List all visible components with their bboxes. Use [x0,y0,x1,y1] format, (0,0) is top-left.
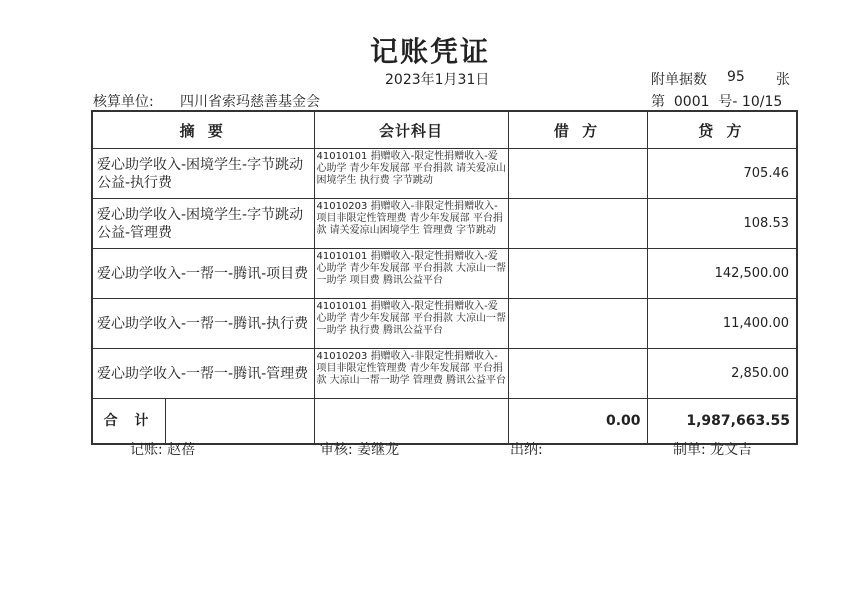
row-credit: 108.53 [647,199,797,249]
row-debit [508,149,647,199]
row-summary: 爱心助学收入-困境学生-字节跳动公益-执行费 [92,149,314,199]
row-subject: 41010101 捐赠收入-限定性捐赠收入-爱心助学 青少年发展部 平台捐款 请关爱凉山困境学生 执行费 字节跳动 [314,149,508,199]
voucher-number: 第 0001 号- 10/15 [651,94,783,110]
preparer-signature: 制单: 龙文吉 [673,442,753,458]
row-subject: 41010203 捐赠收入-非限定性捐赠收入-项目非限定性管理费 青少年发展部 平台捐款 请关爱凉山困境学生 管理费 字节跳动 [314,199,508,249]
row-subject: 41010101 捐赠收入-限定性捐赠收入-爱心助学 青少年发展部 平台捐款 大凉山一帮一助学 项目费 腾讯公益平台 [314,249,508,299]
table-header-row [92,111,797,149]
row-subject: 41010203 捐赠收入-非限定性捐赠收入-项目非限定性管理费 青少年发展部 平台捐款 大凉山一帮一助学 管理费 腾讯公益平台 [314,349,508,399]
table-row [92,149,797,199]
total-subject-cell [314,399,508,445]
column-summary: 摘 要 [92,111,314,149]
total-label-cell [92,399,314,445]
total-debit: 0.00 [508,399,647,445]
row-debit [508,199,647,249]
attachment-label: 附单据数 [651,72,707,88]
accounting-unit-name: 四川省索玛慈善基金会 [180,94,320,110]
cashier-signature: 出纳: [510,442,543,458]
row-credit: 2,850.00 [647,349,797,399]
row-summary: 爱心助学收入-一帮一-腾讯-项目费 [92,249,314,299]
voucher-title: 记账凭证 [369,35,490,68]
row-debit [508,249,647,299]
row-summary: 爱心助学收入-一帮一-腾讯-管理费 [92,349,314,399]
total-row [92,399,797,445]
total-label: 合 计 [93,399,166,443]
table-row [92,299,797,349]
table-row [92,349,797,399]
attachment-count: 95 [727,69,745,85]
row-subject: 41010101 捐赠收入-限定性捐赠收入-爱心助学 青少年发展部 平台捐款 大凉山一帮一助学 执行费 腾讯公益平台 [314,299,508,349]
row-summary: 爱心助学收入-困境学生-字节跳动公益-管理费 [92,199,314,249]
total-credit: 1,987,663.55 [647,399,797,445]
table-row [92,199,797,249]
row-credit: 11,400.00 [647,299,797,349]
row-debit [508,299,647,349]
voucher-table [91,110,798,445]
column-subject: 会计科目 [314,111,508,149]
row-credit: 705.46 [647,149,797,199]
bookkeeper-signature: 记账: 赵蓓 [130,442,196,458]
reviewer-signature: 审核: 姜继龙 [320,442,400,458]
column-debit: 借 方 [508,111,647,149]
table-row [92,249,797,299]
voucher-date: 2023年1月31日 [385,72,490,88]
attachment-unit: 张 [776,72,790,88]
row-credit: 142,500.00 [647,249,797,299]
row-summary: 爱心助学收入-一帮一-腾讯-执行费 [92,299,314,349]
column-credit: 贷 方 [647,111,797,149]
row-debit [508,349,647,399]
accounting-unit-label: 核算单位: [93,94,154,110]
